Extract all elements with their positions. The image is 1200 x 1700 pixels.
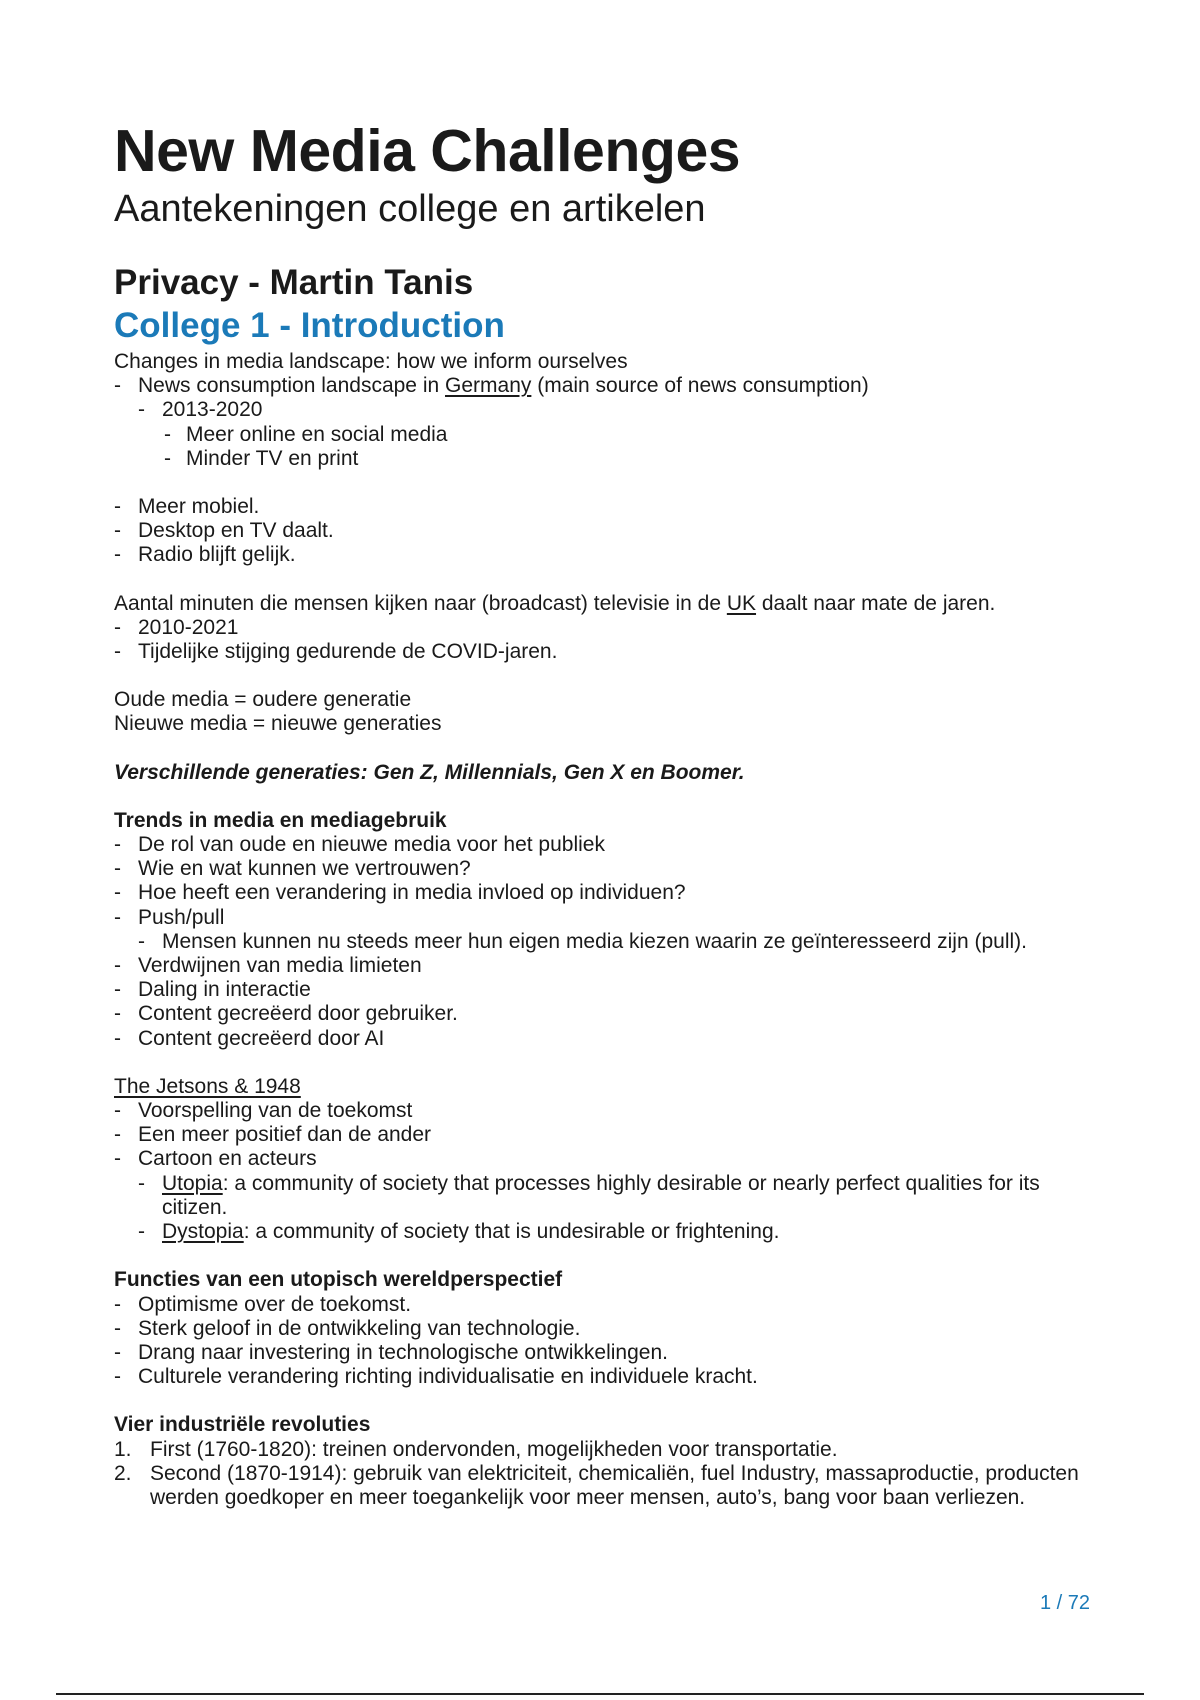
generations-line: Verschillende generaties: Gen Z, Millennials, Gen X en Boomer. [114, 760, 745, 784]
list-item: - Drang naar investering in technologische ontwikkelingen. [114, 1340, 668, 1364]
uk-link: UK [726, 591, 757, 615]
document-page [114, 118, 1114, 1510]
list-item: - Tijdelijke stijging gedurende de COVID-jaren. [114, 640, 558, 664]
college-heading: College 1 - Introduction [114, 306, 505, 345]
media-line: Oude media = oudere generatie [114, 688, 412, 712]
intro-text: Changes in media landscape: how we inform ourselves [114, 350, 628, 373]
numbered-item: 1. First (1760-1820): treinen ondervonden, mogelijkheden voor transportatie. [114, 1437, 838, 1461]
list-item: - Content gecreëerd door AI [114, 1026, 385, 1050]
page-number: 1 / 72 [1039, 1592, 1090, 1614]
list-item: - Mensen kunnen nu steeds meer hun eigen media kiezen waarin ze geïnteresseerd zijn (pull). [138, 929, 1027, 953]
list-item: - Wie en wat kunnen we vertrouwen? [114, 857, 471, 881]
list-item: - Daling in interactie [114, 978, 311, 1002]
page-divider [56, 1693, 1144, 1695]
section-heading: Privacy - Martin Tanis [114, 263, 474, 302]
list-item: - 2013-2020 [138, 398, 263, 422]
germany-link: Germany [445, 374, 532, 398]
list-item: - Optimisme over de toekomst. [114, 1292, 412, 1316]
media-line: Nieuwe media = nieuwe generaties [114, 712, 442, 736]
list-item: - Push/pull [114, 905, 225, 929]
list-item: - Sterk geloof in de ontwikkeling van technologie. [114, 1316, 581, 1340]
numbered-item: 2. Second (1870-1914): gebruik van elektriciteit, chemicaliën, fuel Industry, massaproductie, producten werden goedkoper en meer toegankelijk voor meer mensen, auto’s, bang voor baan verliezen. [114, 1461, 1079, 1509]
list-item: - News consumption landscape in Germany (main source of news consumption) [114, 374, 869, 398]
utopia-term: Utopia [162, 1171, 223, 1195]
list-item: - De rol van oude en nieuwe media voor het publiek [114, 833, 605, 857]
jetsons-heading: The Jetsons & 1948 [114, 1074, 301, 1098]
dystopia-term: Dystopia [162, 1220, 244, 1244]
list-item: - Voorspelling van de toekomst [114, 1099, 413, 1123]
list-item: - Een meer positief dan de ander [114, 1123, 432, 1147]
list-item: - Verdwijnen van media limieten [114, 954, 422, 978]
list-item: - Utopia: a community of society that processes highly desirable or nearly perfect qualities for its citizen. [138, 1171, 1040, 1219]
list-item: - Cartoon en acteurs [114, 1147, 317, 1171]
trends-heading: Trends in media en mediagebruik [114, 808, 447, 832]
uk-paragraph: Aantal minuten die mensen kijken naar (broadcast) televisie in de UK daalt naar mate de jaren. [114, 591, 996, 615]
revolutions-heading: Vier industriële revoluties [114, 1413, 371, 1437]
list-item: - Hoe heeft een verandering in media invloed op individuen? [114, 881, 686, 905]
list-item: - Meer mobiel. [114, 495, 260, 519]
list-item: - Dystopia: a community of society that is undesirable or frightening. [138, 1220, 780, 1244]
list-item: - Culturele verandering richting individualisatie en individuele kracht. [114, 1365, 758, 1389]
list-item: - Desktop en TV daalt. [114, 519, 334, 543]
list-item: - 2010-2021 [114, 615, 239, 639]
list-item: - Radio blijft gelijk. [114, 543, 296, 567]
list-item: - Content gecreëerd door gebruiker. [114, 1002, 458, 1026]
list-item: - Meer online en social media [164, 422, 448, 446]
document-title: New Media Challenges [114, 118, 741, 184]
document-subtitle: Aantekeningen college en artikelen [114, 188, 706, 230]
list-item: - Minder TV en print [164, 446, 359, 470]
utopian-heading: Functies van een utopisch wereldperspectief [114, 1268, 563, 1292]
